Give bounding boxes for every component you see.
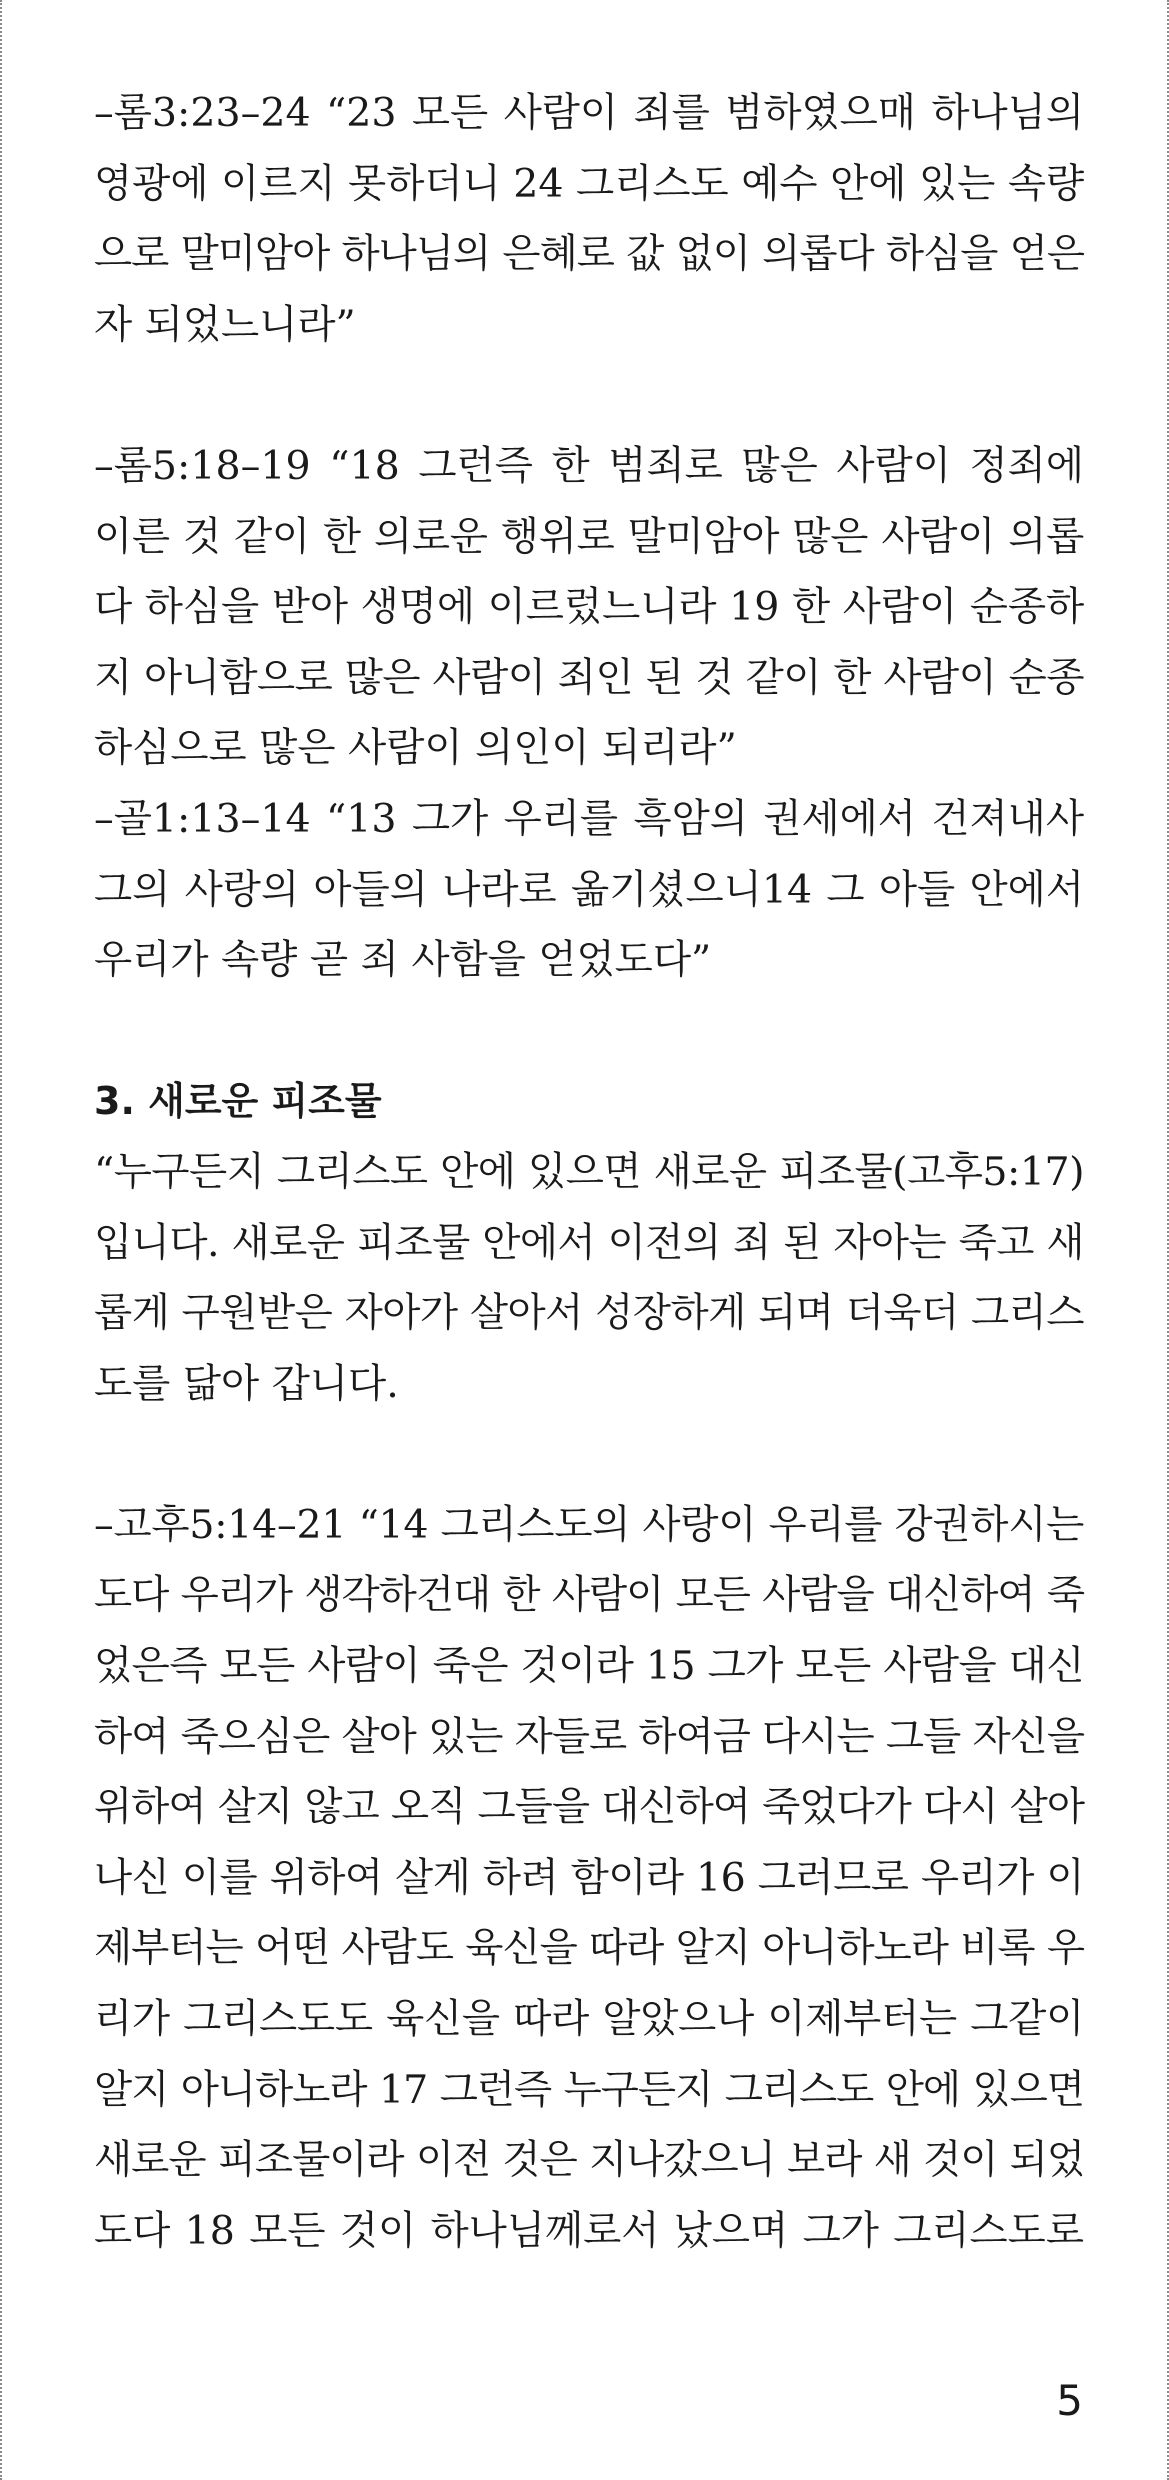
passage-colossians-1 [94,784,1084,996]
blank-line [94,996,1084,1067]
text-line: 롭게 구원받은 자아가 살아서 성장하게 되며 더욱더 그리스 [94,1290,1084,1337]
text-line: 이른 것 같이 한 의로운 행위로 말미암아 많은 사람이 의롭 [94,513,1084,560]
text-line: 으로 말미암아 하나님의 은혜로 값 없이 의롭다 하심을 얻은 [94,231,1084,278]
passage-romans-5 [94,431,1084,784]
blank-line [94,360,1084,431]
text-line: 새로운 피조물이라 이전 것은 지나갔으니 보라 새 것이 되었 [94,2137,1084,2184]
page-left-edge [0,0,2,2480]
section-heading: 3. 새로운 피조물 [94,1079,382,1124]
text-line: 자 되었느니라” [94,301,356,348]
text-line: 위하여 살지 않고 오직 그들을 대신하여 죽었다가 다시 살아 [94,1784,1084,1831]
text-line: 지 아니함으로 많은 사람이 죄인 된 것 같이 한 사람이 순종 [94,654,1084,701]
text-line: –고후5:14–21 “14 그리스도의 사랑이 우리를 강권하시는 [94,1501,1085,1548]
text-line: –롬5:18–19 “18 그런즉 한 범죄로 많은 사람이 정죄에 [94,442,1084,489]
text-line: 영광에 이르지 못하더니 24 그리스도 예수 안에 있는 속량 [94,160,1085,207]
text-line: 제부터는 어떤 사람도 육신을 따라 알지 아니하노라 비록 우 [94,1925,1084,1972]
text-line: “누구든지 그리스도 안에 있으면 새로운 피조물(고후5:17) [94,1148,1084,1195]
text-line: 리가 그리스도도 육신을 따라 알았으나 이제부터는 그같이 [94,1996,1084,2043]
text-line: 도다 18 모든 것이 하나님께로서 났으며 그가 그리스도로 [94,2207,1084,2254]
text-line: 하심으로 많은 사람이 의인이 되리라” [94,725,737,772]
page-content [94,78,1084,2266]
text-line: 도다 우리가 생각하건대 한 사람이 모든 사람을 대신하여 죽 [94,1572,1084,1619]
text-line: 입니다. 새로운 피조물 안에서 이전의 죄 된 자아는 죽고 새 [94,1219,1084,1266]
text-line: 도를 닮아 갑니다. [94,1360,399,1407]
text-line: 알지 아니하노라 17 그런즉 누구든지 그리스도 안에 있으면 [94,2066,1084,2113]
text-line: –롬3:23–24 “23 모든 사람이 죄를 범하였으매 하나님의 [94,90,1084,136]
text-line: 하여 죽으심은 살아 있는 자들로 하여금 다시는 그들 자신을 [94,1713,1084,1760]
text-line: –골1:13–14 “13 그가 우리를 흑암의 권세에서 건져내사 [94,795,1084,842]
text-line: 었은즉 모든 사람이 죽은 것이라 15 그가 모든 사람을 대신 [94,1643,1084,1690]
page-number: 5 [1056,2376,1083,2425]
text-line: 다 하심을 받아 생명에 이르렀느니라 19 한 사람이 순종하 [94,584,1085,631]
passage-romans-3 [94,78,1084,360]
section-intro [94,1137,1084,1419]
passage-2-corinthians-5 [94,1490,1084,2267]
text-line: 우리가 속량 곧 죄 사함을 얻었도다” [94,937,712,984]
blank-line [94,1419,1084,1490]
text-line: 그의 사랑의 아들의 나라로 옮기셨으니14 그 아들 안에서 [94,866,1084,913]
text-line: 나신 이를 위하여 살게 하려 함이라 16 그러므로 우리가 이 [94,1854,1084,1901]
